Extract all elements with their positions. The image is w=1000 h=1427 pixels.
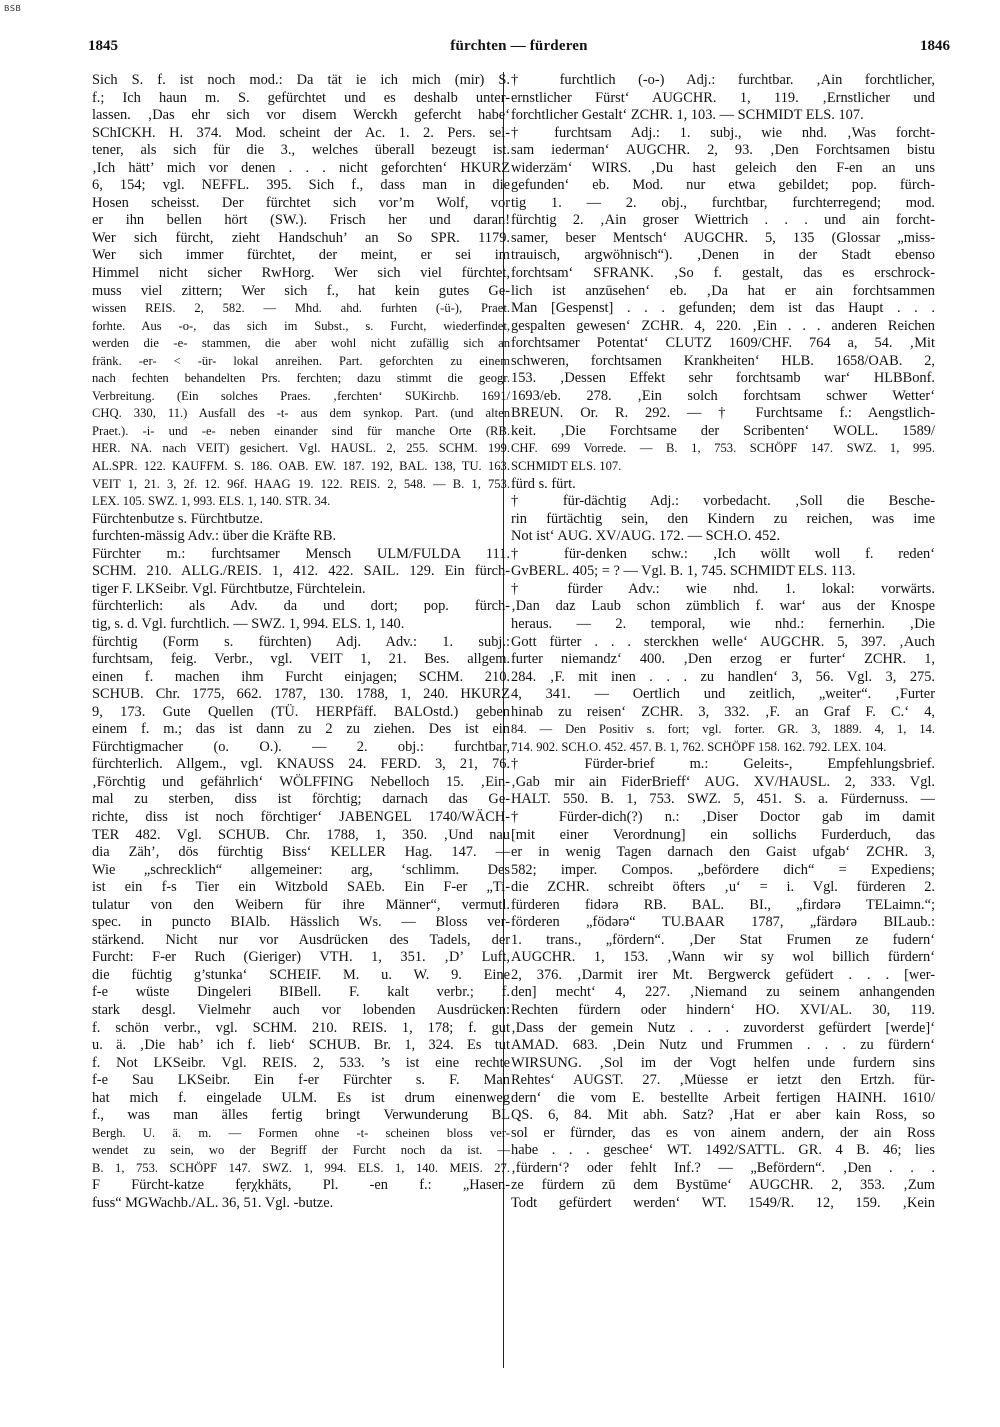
text-line: er in wenig Tagen darnach den Gaist ufgab‘ ZCHR. 3,	[511, 844, 935, 861]
text-line: trauisch, argwöhnisch“). ‚Denen in der Stadt ebenso	[511, 247, 935, 264]
text-line: TER 482. Vgl. SCHUB. Chr. 1788, 1, 350. ‚Und nau	[92, 826, 510, 843]
text-line: dia Zäh’, dös fürchtig Biss‘ KELLER Hag. 147. —	[92, 844, 510, 861]
text-line: B. 1, 753. SCHÖPF 147. SWZ. 1, 994. ELS. 1, 140. MEIS. 27.	[92, 1160, 510, 1175]
text-line: fürchtig (Form s. fürchten) Adj. Adv.: 1. subj.:	[92, 633, 510, 650]
text-line: forchtsam‘ SFRANK. ‚So f. gestalt, das es erschrock-	[511, 265, 935, 282]
text-line: fränk. -er- < -ür- lokal anreihen. Part. geforchten zu einem	[92, 353, 510, 368]
text-line: fürd s. fürt.	[511, 475, 576, 492]
text-line: nach fechten behandelten Prs. ferchten; dazu stimmt die geogr.	[92, 371, 510, 386]
text-line: hinab zu reisen‘ ZCHR. 3, 332. ‚F. an Graf F. C.‘ 4,	[511, 703, 935, 720]
text-line: wissen REIS. 2, 582. — Mhd. ahd. furhten (-ü-), Praet.	[92, 301, 510, 316]
text-line: gespalten gewesen‘ ZCHR. 4, 220. ‚Ein . . . anderen Reichen	[511, 317, 935, 334]
text-line: ‚fürdern‘? oder fehlt Inf.? — „Befördern“. ‚Den . . .	[511, 1159, 935, 1176]
text-line: † für-denken schw.: ‚Ich wöllt woll f. reden‘	[511, 545, 935, 562]
text-line: F Fürcht-katze fẹrχkhäts, Pl. -en f.: „Hasen-	[92, 1177, 510, 1194]
text-line: † für-dächtig Adj.: vorbedacht. ‚Soll die Besche-	[511, 493, 935, 510]
text-line: fürchterlich. Allgem., vgl. KNAUSS 24. FERD. 3, 21, 76.	[92, 756, 510, 773]
text-line: 714. 902. SCH.O. 452. 457. B. 1, 762. SCHÖPF 158. 162. 792. LEX. 104.	[511, 739, 887, 754]
text-line: BREUN. Or. R. 292. — † Furchtsame f.: Aengstlich-	[511, 405, 935, 422]
text-line: [mit einer Verordnung] ein sollichs Furderduch, das	[511, 826, 935, 843]
text-line: 153. ‚Dessen Effekt sehr forchtsamb war‘ HLBBonf.	[511, 370, 935, 387]
text-line: tiger F. LKSeibr. Vgl. Fürchtbutze, Fürchtelein.	[92, 580, 366, 597]
text-line: 6, 154; vgl. NEFFL. 395. Sich f., dass man in die	[92, 177, 510, 194]
text-line: muss viel zittern; Wer sich f., hat kein gutes Ge-	[92, 282, 510, 299]
text-line: Fürchter m.: furchtsamer Mensch ULM/FULDA 111.	[92, 545, 510, 562]
text-line: sol er fürnder, das es von ainem andern, der ain Ross	[511, 1124, 935, 1141]
text-line: CHF. 699 Vorrede. — B. 1, 753. SCHÖPF 147. SWZ. 1, 995.	[511, 441, 935, 456]
text-line: er ihn bellen hört (SW.). Frisch her und daran!	[92, 212, 510, 229]
text-line: † fürder Adv.: wie nhd. 1. lokal: vorwärts.	[511, 580, 935, 597]
text-line: 1. trans., „fördern“. ‚Der Stat Frumen ze fudern‘	[511, 931, 935, 948]
text-line: forhte. Aus -o-, das sich im Subst., s. Furcht, wiederfindet,	[92, 318, 510, 333]
text-line: gefunden‘ eb. Mod. nur etwa gebildet; pop. fürch-	[511, 177, 935, 194]
text-line: fürderen fidərə RB. BAL. BI., „firdərə TELaimn.“;	[511, 896, 935, 913]
text-line: fürchterlich: als Adv. da und dort; pop. fürch-	[92, 598, 510, 615]
text-line: 1693/eb. 278. ‚Ein solch forchtsam schwer Wetter‘	[511, 387, 935, 404]
text-line: furchtsam, feig. Verbr., vgl. VEIT 1, 21. Bes. allgem.	[92, 651, 510, 668]
text-line: habe . . . geschee‘ WT. 1492/SATTL. GR. 4 B. 46; lies	[511, 1142, 935, 1159]
text-line: ernstlicher Fürst‘ AUGCHR. 1, 119. ‚Ernstlicher und	[511, 89, 935, 106]
text-line: stärkend. Nicht nur vor Ausdrücken des Tadels, der	[92, 931, 510, 948]
text-line: einen f. machen ihm Furcht einjagen; SCHM. 210.	[92, 668, 510, 685]
text-line: † furchtsam Adj.: 1. subj., wie nhd. ‚Was forcht-	[511, 124, 935, 141]
text-line: sam iederman‘ AUGCHR. 2, 93. ‚Den Forchtsamen bistu	[511, 142, 935, 159]
text-line: 2, 376. ‚Darmit irer Mt. Bergwerck gefüdert . . . [wer-	[511, 966, 935, 983]
text-line: Sich S. f. ist noch mod.: Da tät ie ich mich (mir) S.	[92, 72, 510, 88]
text-line: keit. ‚Die Forchtsame der Scribenten‘ WOLL. 1589/	[511, 422, 935, 439]
text-line: tulatur von den Weibern für ihre Männer“, vermutl.	[92, 896, 510, 913]
text-line: Gott fürter . . . sterckhen welle‘ AUGCHR. 5, 397. ‚Auch	[511, 633, 935, 650]
text-line: Verbreitung. (Ein solches Praes. ‚ferchten‘ SUKirchb. 1691/	[92, 388, 510, 403]
text-line: AMAD. 683. ‚Dein Nutz und Frummen . . . zu fürdern‘	[511, 1037, 935, 1054]
text-line: QS. 6, 84. Mit abh. Satz? ‚Hat er aber kain Ross, so	[511, 1107, 935, 1124]
text-line: dern‘ die vom E. bestellte Arbeit fertigen HAINH. 1610/	[511, 1089, 935, 1106]
text-line: f-e wüste Dingeleri BIBell. F. kalt verbr.; f.	[92, 984, 510, 1001]
text-line: u. ä. ‚Die hab’ ich f. lieb‘ SCHUB. Br. 1, 324. Es tut	[92, 1037, 510, 1054]
text-line: ze fürdern zū dem Bystūme‘ AUGCHR. 2, 353. ‚Zum	[511, 1177, 935, 1194]
text-line: Wie „schrecklich“ allgemeiner: arg, ‘schlimm. Des	[92, 861, 510, 878]
right-column	[511, 72, 935, 1213]
text-line: forchtlicher Gestalt‘ ZCHR. 1, 103. — SCHMIDT ELS. 107.	[511, 107, 864, 124]
left-column	[92, 72, 510, 1213]
text-line: ‚Dass der gemein Nutz . . . zuvorderst gefürdert [werde]‘	[511, 1019, 935, 1036]
text-line: f.; Ich haun m. S. gefürchtet und es deshalb unter-	[92, 89, 510, 106]
page-header	[88, 38, 950, 58]
text-line: tig 1. — 2. obj., furchtbar, furchterregend; mod.	[511, 194, 935, 211]
text-line: AL.SPR. 122. KAUFFM. S. 186. OAB. EW. 187. 192, BAL. 138, TU. 163.	[92, 459, 510, 474]
text-line: f., was man älles fertig bringt Verwunderung BL	[92, 1107, 510, 1124]
text-line: Rehtes‘ AUGST. 27. ‚Müesse er ietzt den Ertzh. für-	[511, 1072, 935, 1089]
text-line: werden die -e- stammen, die aber wohl nicht zufällig sich an	[92, 336, 510, 351]
text-line: Himmel nicht sicher RwHorg. Wer sich viel fürchtet,	[92, 265, 510, 282]
text-line: wendet zu sein, wo der Begriff der Furcht noch da ist. —	[92, 1143, 510, 1158]
text-line: Hosen scheisst. Der fürchtet sich vor’m Wolf, vor	[92, 194, 510, 211]
text-line: heraus. — 2. temporal, wie nhd.: fernerhin. ‚Die	[511, 615, 935, 632]
text-line: 4, 341. — Oertlich und zeitlich, „weiter“. ‚Furter	[511, 686, 935, 703]
text-line: 9, 173. Gute Quellen (TÜ. HERPfäff. BALOstd.) geben	[92, 703, 510, 720]
text-line: furchten-mässig Adv.: über die Kräfte RB.	[92, 528, 337, 545]
text-line: fuss“ MGWachb./AL. 36, 51. Vgl. -butze.	[92, 1195, 334, 1211]
text-line: ‚Ich hätt’ mich vor denen . . . nicht geforchten‘ HKURZ	[92, 159, 510, 176]
text-line: furter niemandz‘ 400. ‚Den erzog er furter‘ ZCHR. 1,	[511, 651, 935, 668]
text-line: 84. — Den Positiv s. fort; vgl. forter. GR. 3, 1889. 4, 1, 14.	[511, 722, 935, 737]
text-line: HER. NA. nach VEIT) gesichert. Vgl. HAUSL. 2, 255. SCHM. 199.	[92, 441, 510, 456]
text-line: Todt gefürdert werden‘ WT. 1549/R. 12, 159. ‚Kein	[511, 1195, 935, 1211]
text-line: Fürchtenbutze s. Fürchtbutze.	[92, 510, 264, 527]
text-line: LEX. 105. SWZ. 1, 993. ELS. 1, 140. STR. 34.	[92, 494, 331, 509]
text-line: lassen. ‚Das ehr sich vor disem Werckh gefercht habe‘	[92, 107, 510, 124]
left-page-number: 1845	[88, 38, 118, 54]
text-line: WIRSUNG. ‚Sol im der Vogt helfen unde furdern sins	[511, 1054, 935, 1071]
text-line: 582; imper. Compos. „befördere dich“ = Expediens;	[511, 861, 935, 878]
text-line: die ZCHR. schreibt öfters ‚u‘ = i. Vgl. fürderen 2.	[511, 879, 935, 896]
text-line: tener, als sich für die 3., welches überall bezeugt ist.	[92, 142, 510, 159]
text-line: hat mich f. eingelade ULM. Es ist drum einenweg	[92, 1089, 510, 1106]
text-line: Wer sich immer fürchtet, der meint, er sei im	[92, 247, 510, 264]
text-line: GvBERL. 405; = ? — Vgl. B. 1, 745. SCHMIDT ELS. 113.	[511, 563, 856, 580]
text-line: spec. in puncto BIAlb. Hässlich Ws. — Bloss ver-	[92, 914, 510, 931]
text-line: einem f. m.; das ist dann zu 2 zu ziehen. Des ist ein	[92, 721, 510, 738]
text-line: Rechten fürdern oder hindern‘ HO. XVI/AL. 30, 119.	[511, 1001, 935, 1018]
text-line: forchtsamer Potentat‘ CLUTZ 1609/CHF. 764 a, 54. ‚Mit	[511, 335, 935, 352]
text-line: AUGCHR. 1, 153. ‚Wann wir sy wol billich fürdern‘	[511, 949, 935, 966]
text-line: † Fürder-brief m.: Geleits-, Empfehlungsbrief.	[511, 756, 935, 773]
text-line: SChICKH. H. 374. Mod. scheint der Ac. 1. 2. Pers. sel-	[92, 124, 510, 141]
text-line: fürchtig 2. ‚Ain groser Wiettrich . . . und ain forcht-	[511, 212, 935, 229]
text-line: Bergh. U. ä. m. — Formen ohne -t- scheinen bloss ver-	[92, 1125, 510, 1140]
text-line: Not ist‘ AUG. XV/AUG. 172. — SCH.O. 452.	[511, 528, 781, 545]
text-line: den] mecht‘ 4, 227. ‚Niemand zu seinem anhangenden	[511, 984, 935, 1001]
text-line: f. schön verbr., vgl. SCHM. 210. REIS. 1, 178; f. gut	[92, 1019, 510, 1036]
text-line: Wer sich fürcht, zieht Handschuh’ an So SPR. 1179.	[92, 229, 510, 246]
library-stamp: BSB	[4, 4, 22, 13]
right-page-number: 1846	[920, 38, 950, 54]
text-line: f-e Sau LKSeibr. Ein f-er Fürchter s. F. Man	[92, 1072, 510, 1089]
text-line: ‚Dan daz Laub schon zümblich f. war‘ aus der Knospe	[511, 598, 935, 615]
text-line: lich ist anzūsehen‘ eb. ‚Da hat er ain forchtsammen	[511, 282, 935, 299]
text-line: widerzäm‘ WIRS. ‚Du hast geleich den F-en an uns	[511, 159, 935, 176]
text-line: rin fürtächtig sein, den Kindern zu reichen, was ime	[511, 510, 935, 527]
running-title: fürchten — fürderen	[450, 38, 588, 54]
text-line: † Fürder-dich(?) n.: ‚Diser Doctor gab im damit	[511, 808, 935, 825]
text-line: Man [Gespenst] . . . gefunden; dem ist das Haupt . . .	[511, 300, 935, 317]
text-line: förderen „födərə“ TU.BAAR 1787, „färdərə BILaub.:	[511, 914, 935, 931]
text-line: richte, diss ist noch förchtiger‘ JABENGEL 1740/WÄCH-	[92, 808, 510, 825]
text-line: Fürchtigmacher (o. O.). — 2. obj.: furchtbar,	[92, 738, 510, 755]
text-line: ist ein f-s Tier ein Witzbold SAEb. Ein F-er „Ti-	[92, 879, 510, 896]
text-line: CHQ. 330, 11.) Ausfall des -t- aus dem synkop. Part. (und alten	[92, 406, 510, 421]
text-line: HALT. 550. B. 1, 753. SWZ. 5, 451. S. a. Fürdernuss. —	[511, 791, 935, 808]
text-line: mal zu sterben, diss ist förchtig; darnach das Ge-	[92, 791, 510, 808]
text-line: stark desgl. Vielmehr auch vor lobenden Ausdrücken:	[92, 1001, 510, 1018]
text-line: die füchtig g’stunka‘ SCHEIF. M. u. W. 9. Eine	[92, 966, 510, 983]
text-line: f. Not LKSeibr. Vgl. REIS. 2, 533. ’s ist eine rechte	[92, 1054, 510, 1071]
text-line: schweren, forchtsamen Krankheiten‘ HLB. 1658/OAB. 2,	[511, 352, 935, 369]
text-line: samer, beser Mentsch‘ AUGCHR. 5, 135 (Glossar „miss-	[511, 229, 935, 246]
text-line: SCHM. 210. ALLG./REIS. 1, 412. 422. SAIL. 129. Ein fürch-	[92, 563, 510, 580]
text-line: VEIT 1, 21. 3, 2f. 12. 96f. HAAG 19. 122. REIS. 2, 548. — B. 1, 753.	[92, 476, 510, 491]
text-line: 284. ‚F. mit inen . . . zu handlen‘ 3, 56. Vgl. 3, 275.	[511, 668, 935, 685]
text-line: tig, s. d. Vgl. furchtlich. — SWZ. 1, 994. ELS. 1, 140.	[92, 615, 405, 632]
text-line: ‚Förchtig und gefährlich‘ WÖLFFING Nebelloch 15. ‚Ein-	[92, 773, 510, 790]
text-line: ‚Gab mir ain FiderBrieff‘ AUG. XV/HAUSL. 2, 333. Vgl.	[511, 773, 935, 790]
text-line: Furcht: F-er Ruch (Gieriger) VTH. 1, 351. ‚D’ Luft,	[92, 949, 510, 966]
text-line: Praet.). -i- und -e- neben einander sind für manche Orte (RB.	[92, 423, 510, 438]
text-line: SCHMIDT ELS. 107.	[511, 459, 622, 474]
text-line: † furchtlich (-o-) Adj.: furchtbar. ‚Ain forchtlicher,	[511, 72, 935, 88]
text-line: SCHUB. Chr. 1775, 662. 1787, 130. 1788, 1, 240. HKURZ	[92, 686, 510, 703]
